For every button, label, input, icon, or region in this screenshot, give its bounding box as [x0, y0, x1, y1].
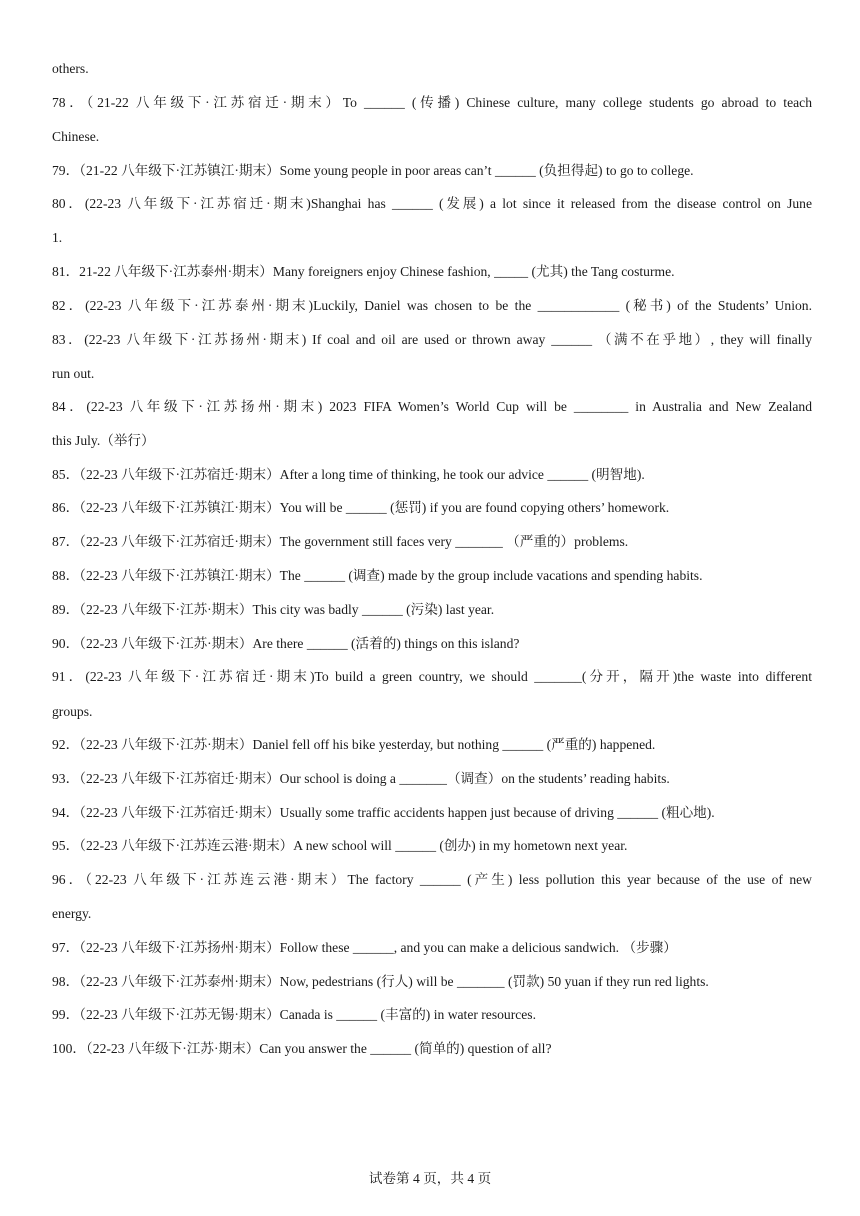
question-99: 99．（22-23 八年级下·江苏无锡·期末）Canada is ______ (丰富的) in water resources. — [52, 1007, 537, 1022]
text-line: run out. — [52, 366, 95, 381]
question-92: 92．（22-23 八年级下·江苏·期末）Daniel fell off his bike yesterday, but nothing ______ (严重的) happened. — [52, 737, 656, 752]
question-85: 85．（22-23 八年级下·江苏宿迁·期末）After a long time of thinking, he took our advice ______ (明智地). — [52, 467, 645, 482]
question-93: 93．（22-23 八年级下·江苏宿迁·期末）Our school is doing a _______（调查）on the students’ reading habits. — [52, 771, 670, 786]
text-line: 1. — [52, 230, 63, 245]
question-80: 80．(22-23 八年级下·江苏宿迁·期末)Shanghai has ______ (发展) a lot since it released from the disease control on June — [52, 196, 812, 211]
question-83: 83．(22-23 八年级下·江苏扬州·期末) If coal and oil are used or thrown away ______ （满不在乎地）, they will finally — [52, 332, 812, 347]
question-100: 100．（22-23 八年级下·江苏·期末）Can you answer the ______ (简单的) question of all? — [52, 1041, 552, 1056]
text-line: energy. — [52, 906, 92, 921]
question-87: 87．（22-23 八年级下·江苏宿迁·期末）The government still faces very _______ （严重的）problems. — [52, 534, 629, 549]
question-84: 84．(22-23 八年级下·江苏扬州·期末) 2023 FIFA Women’s World Cup will be ________ in Australia and New Zealand — [52, 399, 812, 414]
question-97: 97．（22-23 八年级下·江苏扬州·期末）Follow these ______, and you can make a delicious sandwich. （步骤） — [52, 940, 677, 955]
question-95: 95．（22-23 八年级下·江苏连云港·期末）A new school will ______ (创办) in my hometown next year. — [52, 838, 628, 853]
question-94: 94．（22-23 八年级下·江苏宿迁·期末）Usually some traffic accidents happen just because of driving ______ (粗心地). — [52, 805, 715, 820]
question-96: 96．（22-23 八年级下·江苏连云港·期末）The factory ______ (产生) less pollution this year because of the use of new — [52, 872, 812, 887]
text-line: others. — [52, 61, 89, 76]
question-91: 91．(22-23 八年级下·江苏宿迁·期末)To build a green country, we should _______(分开，隔开)the waste into different — [52, 669, 812, 684]
text-line: groups. — [52, 704, 93, 719]
question-89: 89．（22-23 八年级下·江苏·期末）This city was badly ______ (污染) last year. — [52, 602, 495, 617]
question-82: 82．(22-23 八年级下·江苏泰州·期末)Luckily, Daniel was chosen to be the ____________ (秘书) of the Students’ Union. — [52, 298, 812, 313]
question-79: 79．（21-22 八年级下·江苏镇江·期末）Some young people in poor areas can’t ______ (负担得起) to go to college. — [52, 163, 694, 178]
text-line: Chinese. — [52, 129, 100, 144]
question-86: 86．（22-23 八年级下·江苏镇江·期末）You will be ______ (惩罚) if you are found copying others’ homework. — [52, 500, 670, 515]
text-line: this July.（举行） — [52, 433, 155, 448]
question-98: 98．（22-23 八年级下·江苏泰州·期末）Now, pedestrians (行人) will be _______ (罚款) 50 yuan if they run red lights. — [52, 974, 709, 989]
question-88: 88．（22-23 八年级下·江苏镇江·期末）The ______ (调查) made by the group include vacations and spending habits. — [52, 568, 703, 583]
question-81: 81．21-22 八年级下·江苏泰州·期末）Many foreigners enjoy Chinese fashion, _____ (尤其) the Tang costurme. — [52, 264, 675, 279]
question-78: 78．（21-22 八年级下·江苏宿迁·期末）To ______ (传播) Chinese culture, many college students go abroad to teach — [52, 95, 812, 110]
question-90: 90．（22-23 八年级下·江苏·期末）Are there ______ (活着的) things on this island? — [52, 636, 520, 651]
page-footer: 试卷第 4 页，共 4 页 — [368, 1171, 492, 1186]
